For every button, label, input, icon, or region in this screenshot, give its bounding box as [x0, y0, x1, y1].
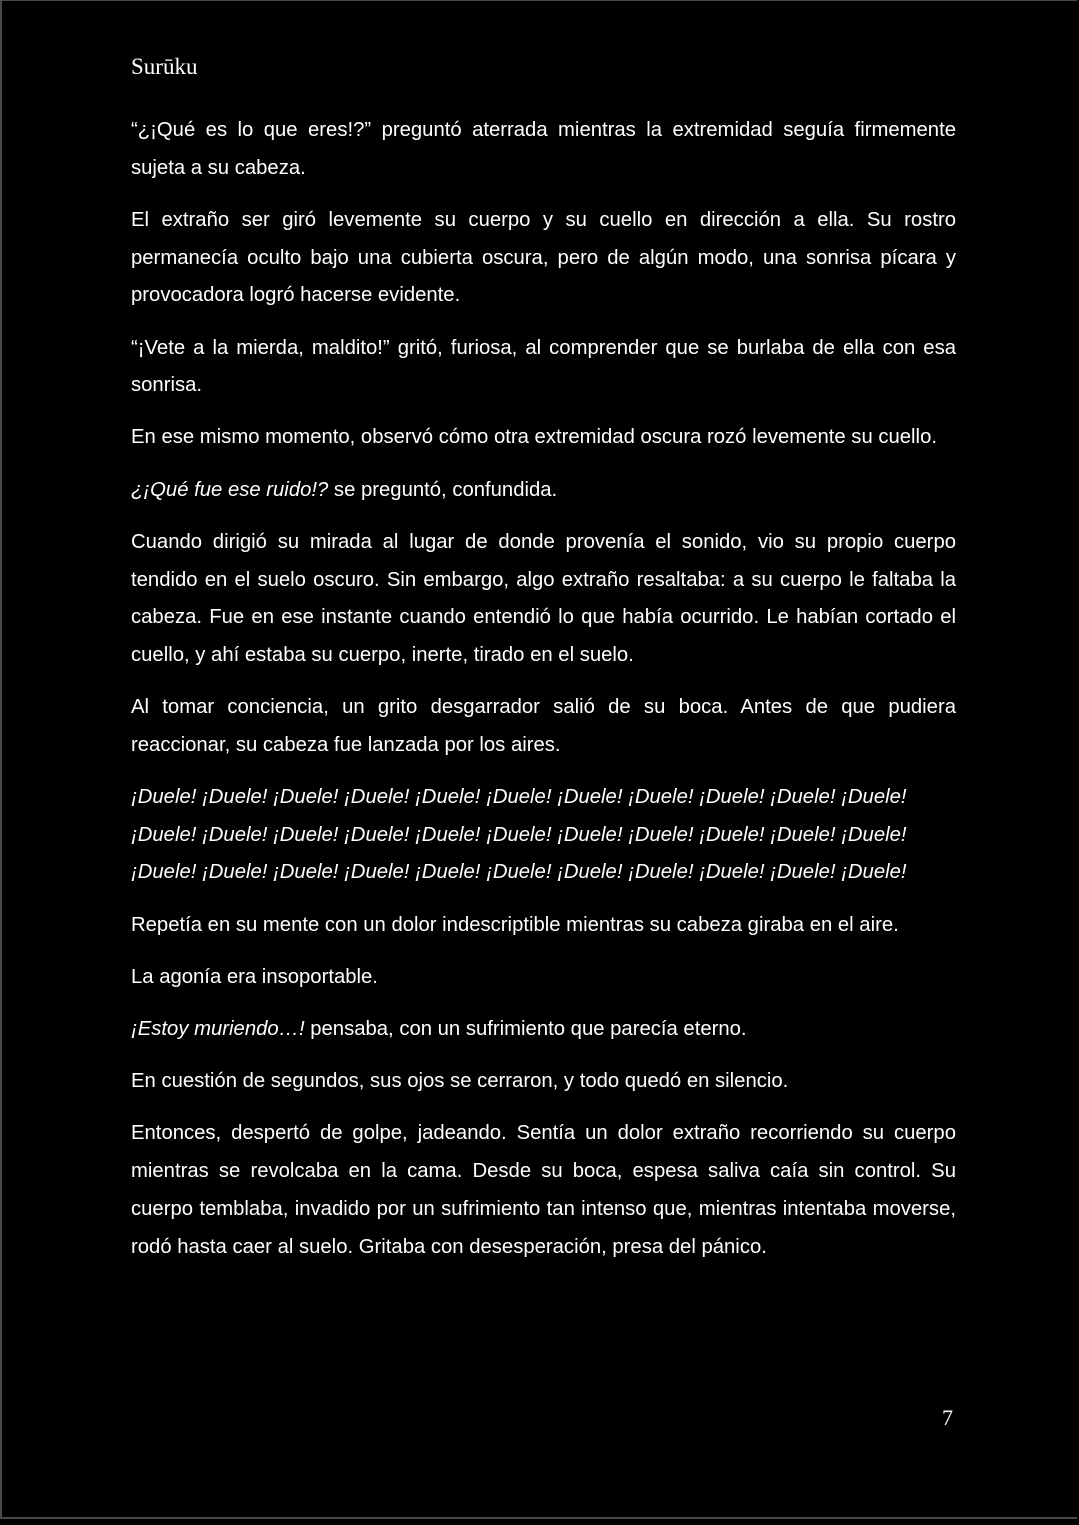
repeated-line: ¡Duele! ¡Duele! ¡Duele! ¡Duele! ¡Duele! ¡Duele! ¡Duele! ¡Duele! ¡Duele! ¡Duele! ¡Duele! [131, 786, 907, 809]
repeated-line: ¡Duele! ¡Duele! ¡Duele! ¡Duele! ¡Duele! ¡Duele! ¡Duele! ¡Duele! ¡Duele! ¡Duele! ¡Duele! [131, 823, 907, 846]
paragraph-text: pensaba, con un sufrimiento que parecía eterno. [304, 1018, 747, 1041]
paragraph: En cuestión de segundos, sus ojos se cerraron, y todo quedó en silencio. [131, 1070, 789, 1093]
repeated-line: ¡Duele! ¡Duele! ¡Duele! ¡Duele! ¡Duele! ¡Duele! ¡Duele! ¡Duele! ¡Duele! ¡Duele! ¡Duele! [131, 861, 907, 884]
page-number: 7 [942, 1405, 953, 1430]
paragraph: Cuando dirigió su mirada al lugar de donde provenía el sonido, vio su propio cuerpo tendido en el suelo oscuro. Sin embargo, algo extraño resaltaba: a su cuerpo le faltaba la cabeza. Fue en ese instante cuando entendió lo que había ocurrido. Le habían cortado el cuello, y ahí estaba su cuerpo, inerte, tirado en el suelo. [131, 530, 956, 666]
paragraph [131, 1011, 956, 1049]
paragraph: “¿¡Qué es lo que eres!?” preguntó aterrada mientras la extremidad seguía firmemente sujeta a su cabeza. [131, 119, 956, 179]
paragraph: El extraño ser giró levemente su cuerpo y su cuello en dirección a ella. Su rostro permanecía oculto bajo una cubierta oscura, pero de algún modo, una sonrisa pícara y provocadora logró hacerse evidente. [131, 208, 956, 307]
body-text [131, 112, 956, 1281]
italic-thought: ¡Estoy muriendo…! [131, 1018, 305, 1041]
paragraph [131, 472, 956, 510]
paragraph: La agonía era insoportable. [131, 965, 378, 988]
paragraph: “¡Vete a la mierda, maldito!” gritó, furiosa, al comprender que se burlaba de ella con esa sonrisa. [131, 336, 956, 397]
italic-repeated-paragraph [131, 779, 956, 892]
paragraph-text: se preguntó, confundida. [328, 478, 558, 501]
paragraph: Al tomar conciencia, un grito desgarrador salió de su boca. Antes de que pudiera reaccionar, su cabeza fue lanzada por los aires. [131, 696, 956, 756]
paragraph: En ese mismo momento, observó cómo otra extremidad oscura rozó levemente su cuello. [131, 426, 937, 449]
italic-thought: ¿¡Qué fue ese ruido!? [131, 478, 329, 501]
paragraph: Entonces, despertó de golpe, jadeando. Sentía un dolor extraño recorriendo su cuerpo mientras se revolcaba en la cama. Desde su boca, espesa saliva caía sin control. Su cuerpo temblaba, invadido por un sufrimiento tan intenso que, mientras intentaba moverse, rodó hasta caer al suelo. Gritaba con desesperación, presa del pánico. [131, 1122, 956, 1258]
paragraph: Repetía en su mente con un dolor indescriptible mientras su cabeza giraba en el aire. [131, 913, 899, 936]
running-header: Surūku [131, 54, 198, 79]
